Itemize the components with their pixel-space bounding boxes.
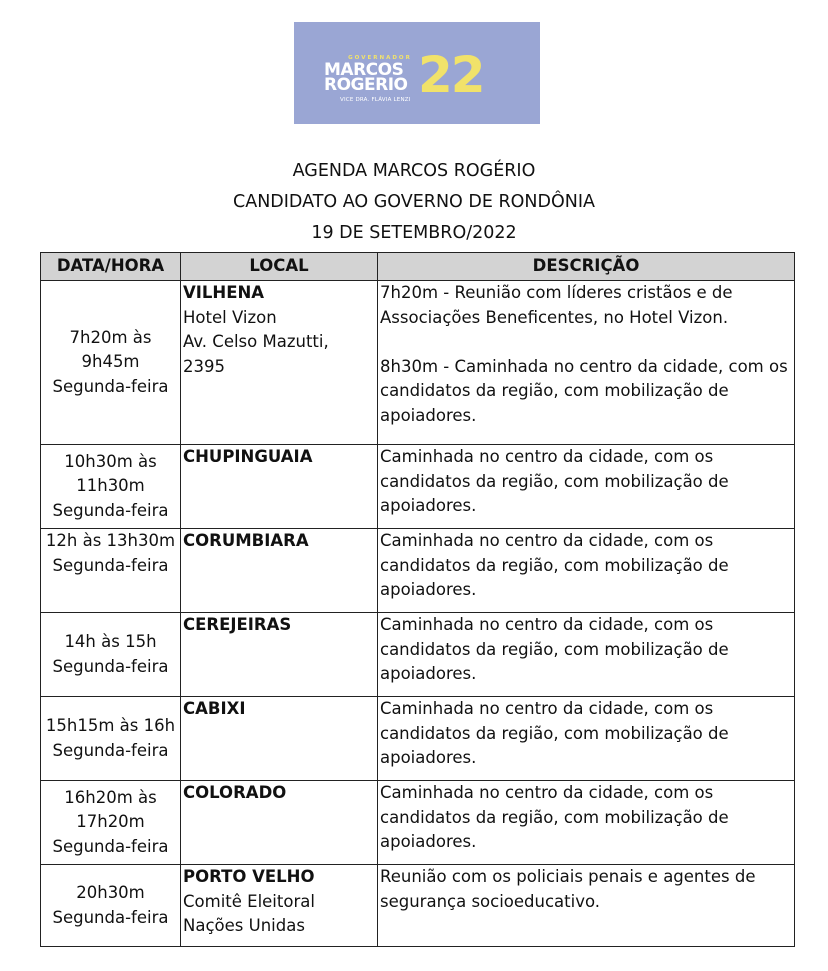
weekday: Segunda-feira [52,500,169,520]
weekday: Segunda-feira [52,836,169,856]
city-name: CABIXI [183,699,246,718]
venue-address: Av. Celso Mazutti, [183,332,329,351]
column-header-local: LOCAL [181,253,378,281]
time-line: 20h30m [76,883,145,902]
description-cell: Reunião com os policiais penais e agentes de segurança socioeducativo. [378,865,795,947]
city-name: PORTO VELHO [183,867,315,886]
description-cell [378,281,795,445]
weekday: Segunda-feira [52,907,169,927]
agenda-table [40,252,795,947]
table-row-cabixi [41,697,795,781]
agenda-date: 19 DE SETEMBRO/2022 [311,223,517,243]
logo-name-line1: MARCOS [324,60,404,80]
time-cell [41,781,181,865]
description-cell: Caminhada no centro da cidade, com os candidatos da região, com mobilização de apoiadores. [378,697,795,781]
local-cell [181,445,378,529]
local-cell [181,781,378,865]
local-cell [181,697,378,781]
venue-address-number: 2395 [183,356,225,376]
venue-name: Hotel Vizon [183,307,277,327]
candidate-subtitle: CANDIDATO AO GOVERNO DE RONDÔNIA [233,192,595,212]
venue-name: Comitê Eleitoral [183,891,315,911]
column-header-data-hora: DATA/HORA [41,253,181,281]
time-cell [41,281,181,445]
time-line: 11h30m [76,476,145,496]
description-text: 8h30m - Caminhada no centro da cidade, com os candidatos da região, com mobilização de apoiadores. [380,356,788,425]
time-line: 16h20m às [64,787,157,807]
city-name: CORUMBIARA [183,531,309,550]
description-text: 7h20m - Reunião com líderes cristãos e de Associações Beneficentes, no Hotel Vizon. [380,283,733,327]
column-header-descricao: DESCRIÇÃO [378,253,795,281]
local-cell [181,613,378,697]
city-name: VILHENA [183,283,265,302]
table-header-row [41,253,795,281]
campaign-logo [294,22,540,124]
agenda-title: AGENDA MARCOS ROGÉRIO [292,161,536,181]
time-cell [41,613,181,697]
weekday: Segunda-feira [52,376,169,396]
description-cell: Caminhada no centro da cidade, com os candidatos da região, com mobilização de apoiadores. [378,445,795,529]
city-name: CHUPINGUAIA [183,447,313,466]
logo-name-line2: ROGERIO [324,75,408,95]
table-row-porto-velho [41,865,795,947]
description-cell: Caminhada no centro da cidade, com os candidatos da região, com mobilização de apoiadores. [378,781,795,865]
table-row-vilhena [41,281,795,445]
time-cell [41,865,181,947]
time-line: 10h30m às [64,451,157,471]
local-cell [181,865,378,947]
description-cell: Caminhada no centro da cidade, com os candidatos da região, com mobilização de apoiadores. [378,613,795,697]
time-line: 14h às 15h [64,632,157,651]
time-cell [41,697,181,781]
city-name: COLORADO [183,783,287,802]
time-line: 12h às 13h30m [45,531,176,550]
table-row-chupinguaia [41,445,795,529]
time-cell [41,529,181,613]
venue-name: Nações Unidas [183,916,305,935]
table-row-cerejeiras [41,613,795,697]
time-line: 7h20m às [69,327,152,347]
paragraph-gap [380,330,792,355]
time-line: 17h20m [76,812,145,832]
logo-vice-text: VICE DRA. FLÁVIA LENZI [340,97,411,103]
logo-number: 22 [418,46,484,104]
city-name: CEREJEIRAS [183,615,292,634]
table-row-colorado [41,781,795,865]
logo-governador-text: GOVERNADOR [348,55,412,61]
local-cell [181,281,378,445]
description-cell: Caminhada no centro da cidade, com os candidatos da região, com mobilização de apoiadores. [378,529,795,613]
time-line: 9h45m [81,352,140,372]
local-cell [181,529,378,613]
time-line: 15h15m às 16h [45,716,176,735]
weekday: Segunda-feira [52,656,169,676]
weekday: Segunda-feira [52,555,169,575]
time-cell [41,445,181,529]
table-row-corumbiara [41,529,795,613]
weekday: Segunda-feira [52,740,169,760]
